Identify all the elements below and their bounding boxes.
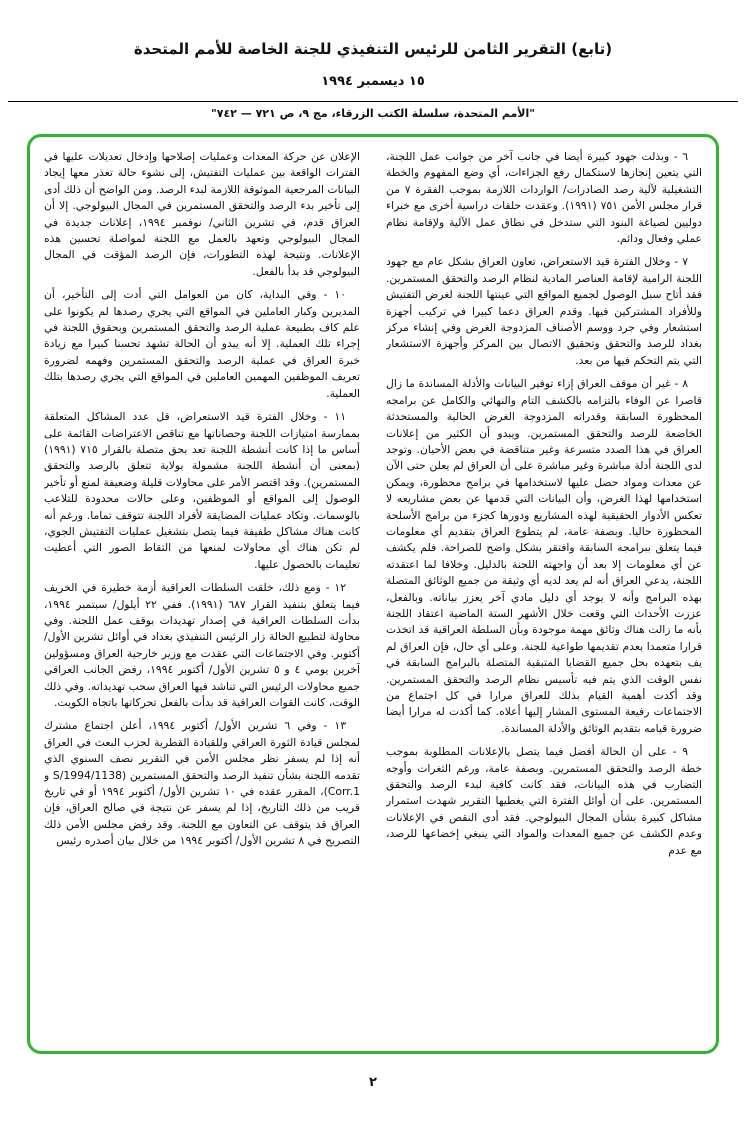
paragraph-13: ١٣ - وفي ٦ تشرين الأول/ أكتوبر ١٩٩٤، أعلن اجتماع مشترك لمجلس قيادة الثورة العراقي وللقيادة القطرية لحزب البعث في العراق أنه إذا لم يسفر نظر مجلس الأمن في التقرير نصف السنوي الذي تقدمه اللجنة بشأن تنفيذ الرصد والتحقق المستمرين (S/1994/1138 و Corr.1)، المقرر عقده في ١٠ تشرين الأول/ أكتوبر ١٩٩٤ أو في تاريخ قريب من ذلك التاريخ، إذا لم يسفر عن نتيجة في صالح العراق، فإن العراق قد يتوقف عن التعاون مع اللجنة. وقد رفض مجلس الأمن ذلك التصريح في ٨ تشرين الأول/ أكتوبر ١٩٩٤ من خلال بيان أصدره رئيس xyxy=(44,719,360,848)
paragraph-11: ١١ - وخلال الفترة قيد الاستعراض، قل عدد المشاكل المتعلقة بممارسة امتيازات اللجنة وحصاناتها مع تناقص الاعتراضات القائمة على أساس ما إذا كانت أنشطة اللجنة تعد بحق متصلة بالقرار ٧١٥ (١٩٩١) (بمعنى أن أنشطة اللجنة مشمولة بولاية تتعلق بالرصد والتحقق المستمرين). وقد اقتصر الأمر على محاولات قليلة وضعيفة لمنع أو تأخير الوصول إلى المواقع أو الموظفين، وعلى حالات محدودة للتلاعب بالوسمات. وتكاد عمليات المضايقة لأفراد اللجنة تتوقف تماما. ورغم أنه كانت هناك مشاكل طفيفة فيما يتصل بتشغيل عمليات التفتيش الجوي، لم تكن هناك أي محاولات لمنعها من التقاط الصور التي أعطيت تعليمات بالحصول عليها. xyxy=(44,410,360,571)
paragraph-8: ٨ - غير أن موقف العراق إزاء توفير البيانات والأدلة المساندة ما زال قاصرا عن الوفاء بالتزامه بالكشف التام والنهائي والكامل عن برامجه المحظورة السابقة وقدراته المزدوجة الغرض الحالية والمستحدثة الخاضعة للرصد والتحقق المستمرين. ويبدو أن الكثير من إعلانات العراق في هذا الصدد متسرعة وغير متناقضة في بعض الأحيان. وتوجد لدى اللجنة أدلة مباشرة وغير مباشرة على أن العراق لم يعلن حتى الآن عن معدات ومواد حصل عليها لاستخدامها في برامج محظورة، ويمكن استخدامها لهذا الغرض، وأن البيانات التي قدمها عن بعض مشاريعه لا تعكس الأدوار الحقيقية لهذه المشاريع ودورها كجزء من برامج الأسلحة المحظورة حاليا. وبصفة عامة، لم يتطوع العراق بتقديم أي معلومات فيما يتعلق ببرامجه السابقة وافتقر بشكل واضح للصراحة. فلم يكشف عن أي معلومات إلا بعد أن واجهته اللجنة بالدليل. وخلافا لما اعتقدته اللجنة، يدعي العراق أنه لم يعد لديه أي وثيقة من جميع الوثائق المتصلة بهذه البرامج وأنه لا يوجد أي دليل مادي آخر يعزز بياناته. وبالفعل، عززت الأحداث التي وقعت خلال الأشهر الستة الماضية اعتقاد اللجنة بأنه ما زالت هناك وثائق مهمة موجودة وبأن السلطة العراقية قد اتخذت قرارا متعمدا بعدم تقديمها طواعية للجنة. وعلى أي حال، فإن العراق لم يف بتعهده بحل جميع القضايا المتبقية المتصلة بالبرامج السابقة في نفس الوقت الذي يتم فيه تأسيس نظام الرصد والتحقق المستمرين. وقد أكدت أهمية القيام بذلك للعراق مرارا في كل اجتماع من الاجتماعات رفيعة المستوى المشار إليها أعلاه. كما أكدت له مرارا أيضا ضرورة قيامه بتقديم الوثائق والأدلة المساندة. xyxy=(386,377,702,735)
header-divider xyxy=(8,101,738,102)
paragraph-continuation: الإعلان عن حركة المعدات وعمليات إصلاحها وإدخال تعديلات عليها في الفترات الواقعة بين عمليات التفتيش، إلى نشوء حالة تعذر معها إيجاد البيانات المرجعية الموثوقة اللازمة لبدء الرصد. ومن الواضح أن ذلك أدى إلى تأخير بدء الرصد والتحقق المستمرين في المجال البيولوجي. إلا أن العراق قدم، في تشرين الثاني/ نوفمبر ١٩٩٤، إعلانات جديدة في المجال البيولوجي وتعهد بالعمل مع اللجنة لمواصلة تحسين هذه الإعلانات. ونتيجة لهذه التطورات، فإن الرصد المؤقت في المجال البيولوجي قد بدأ بالفعل. xyxy=(44,150,360,278)
paragraph-10: ١٠ - وفي البداية، كان من العوامل التي أدت إلى التأخير، أن المديرين وكبار العاملين في المواقع التي يجري رصدها لم يكونوا على علم كاف بطبيعة عملية الرصد والتحقق المستمرين وبحقوق اللجنة في إجراء تلك العملية. إلا أنه يبدو أن الحالة تشهد تحسنا كبيرا مع زيادة خبرة العراق في عملية الرصد والتحقق المستمرين وفهمه لضرورة تعريف الموظفين المهمين العاملين في المواقع التي يجري رصدها بتلك العملية. xyxy=(44,288,360,400)
paragraph-9: ٩ - على أن الحالة أفضل فيما يتصل بالإعلانات المطلوبة بموجب خطة الرصد والتحقق المستمرين. وبصفة عامة، ورغم الثغرات وأوجه التضارب في هذه البيانات، فقد كانت كافية لبدء الرصد والتحقق المستمرين. على أن أوائل الفترة التي يغطيها التقرير شهدت استمرار مشاكل كبيرة بشأن المجال البيولوجي. فقد أدى النقص في الإعلانات وعدم الكشف عن جميع المعدات والمواد التي ينبغي إخضاعها للرصد، مع عدم xyxy=(386,745,702,857)
column-left xyxy=(44,149,360,1039)
content-border-box xyxy=(27,134,719,1054)
paragraph-6: ٦ - وبذلت جهود كبيرة أيضا في جانب آخر من جوانب عمل اللجنة، التي يتعين إنجازها لاستكمال رفع الجزاءات، أي وضع المفهوم والخطة التشغيلية لآلية رصد الصادرات/ الواردات اللازمة بموجب الفقرة ٧ من قرار مجلس الأمن ٧٥١ (١٩٩١). وعقدت حلقات دراسية أخرى مع خبراء دوليين لصياغة البنود التي ستدخل في نطاق عمل الآلية ولإقامة نظام عملي وفعال ودائم. xyxy=(386,150,702,246)
paragraph-12: ١٢ - ومع ذلك، خلقت السلطات العراقية أزمة خطيرة في الخريف فيما يتعلق بتنفيذ القرار ٦٨٧ (١٩٩١). ففي ٢٢ أيلول/ سبتمبر ١٩٩٤، بدأت السلطات العراقية في إصدار تهديدات بوقف عمل اللجنة. وفي محاولة لتطبيع الحالة زار الرئيس التنفيذي بغداد في أوائل تشرين الأول/ أكتوبر. وفي الاجتماعات التي عقدت مع وزير خارجية العراق ومسؤولين آخرين يومي ٤ و ٥ تشرين الأول/ أكتوبر ١٩٩٤، رفض الجانب العراقي جميع محاولات الرئيس التي تناشد فيها العراق سحب تهديداته. وفي ذلك الوقت، كانت القوات العراقية قد بدأت بالفعل تحركاتها باتجاه الكويت. xyxy=(44,581,360,709)
page-title: (تابع) التقرير الثامن للرئيس التنفيذي للجنة الخاصة للأمم المتحدة xyxy=(133,40,613,58)
source-line: "الأمم المتحدة، سلسلة الكتب الزرقاء، مج ٩، ص ٧٢١ — ٧٤٢" xyxy=(211,107,535,120)
document-date: ١٥ ديسمبر ١٩٩٤ xyxy=(321,74,425,89)
document-header xyxy=(0,0,746,89)
page-number: ٢ xyxy=(369,1075,377,1090)
paragraph-7: ٧ - وخلال الفترة قيد الاستعراض، تعاون العراق بشكل عام مع جهود اللجنة الرامية لإقامة العناصر المادية لنظام الرصد والتحقق المستمرين. فقد أتاح سبل الوصول لجميع المواقع التي عينتها اللجنة لغرض التفتيش وللأفراد المشتركين فيها. وقدم العراق دعما كبيرا في تركيب أجهزة استشعار وفي جرد ووسم الأصناف المزدوجة الغرض وفي إنشاء مركز بغداد للرصد والتحقق وتحقيق الاتصال بين المركز وأجهزة الاستشعار التي يتم التحكم فيها من بعد. xyxy=(386,255,702,367)
column-right xyxy=(386,149,702,1039)
